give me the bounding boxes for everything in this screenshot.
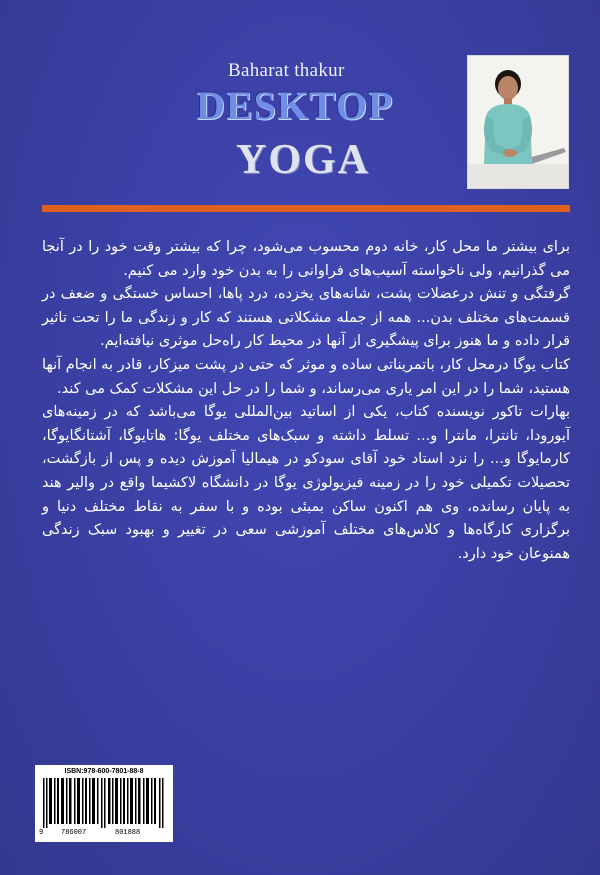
paragraph-author-bio: بهارات تاکور نویسنده کتاب، یکی از اساتید بین‌المللی یوگا می‌باشد که در زمینه‌های آیورودا، تانترا، مانترا و... تسلط داشته و سبک‌های مختلف یوگا: هاتایوگا، آشتانگایوگا، کارمایوگا و... را نزد استاد خود آقای سودکو در هیمالیا آموزش دیده و پس از بازگشت، تحصیلات تکمیلی خود را در زمینه فیزیولوژی یوگا در دانشگاه لاکشیما واقع در والیر هند به پایان رسانده، وی هم اکنون ساکن بمبئی بوده و با سفر به نقاط مختلف دنیا و برگزاری کارگاه‌ها و کلاس‌های مختلف آموزشی سعی در تغییر و بهبود سبک زندگی همنوعان خود دارد.	[42, 404, 570, 562]
barcode-digits-left: 786007	[61, 829, 87, 837]
yoga-instructor-photo-icon	[467, 55, 569, 189]
barcode-bars-icon	[43, 778, 165, 828]
paragraph-problems: گرفتگی و تنش درعضلات پشت، شانه‌های یخزده، درد پاها، احساس خستگی و ضعف در قسمت‌های مختلف بدن... همه از جمله مشکلاتی هستند که کار و زندگی ما را تحت تاثیر قرار داده و ما هنوز برای پیشگیری از آنها در محیط کار راه‌حل موثری نیافته‌ایم.	[42, 286, 570, 350]
orange-divider	[42, 205, 570, 212]
isbn-label: ISBN:978-600-7801-88-8	[64, 768, 144, 775]
author-name: Baharat thakur	[228, 60, 345, 81]
book-title-line2: YOGA	[236, 137, 370, 183]
paragraph-book: کتاب یوگا درمحل کار، باتمریناتی ساده و موثر که حتی در پشت میزکار، قادر به انجام آنها هستید، شما را در این امر یاری می‌رساند، و شما را در حل این مشکلات کمک می کند.	[42, 356, 570, 397]
barcode-digits-right: 801888	[115, 829, 141, 837]
barcode-digit-lead: 9	[39, 829, 44, 837]
book-title-line1: DESKTOP	[196, 83, 394, 128]
back-cover-description	[42, 236, 570, 566]
isbn-barcode	[35, 765, 173, 842]
paragraph-intro: برای بیشتر ما محل کار، خانه دوم محسوب می‌شود، چرا که بیشتر وقت خود را در آنجا می گذرانیم، ولی ناخواسته آسیب‌های فراوانی را به بدن خود وارد می کنیم.	[42, 239, 570, 279]
